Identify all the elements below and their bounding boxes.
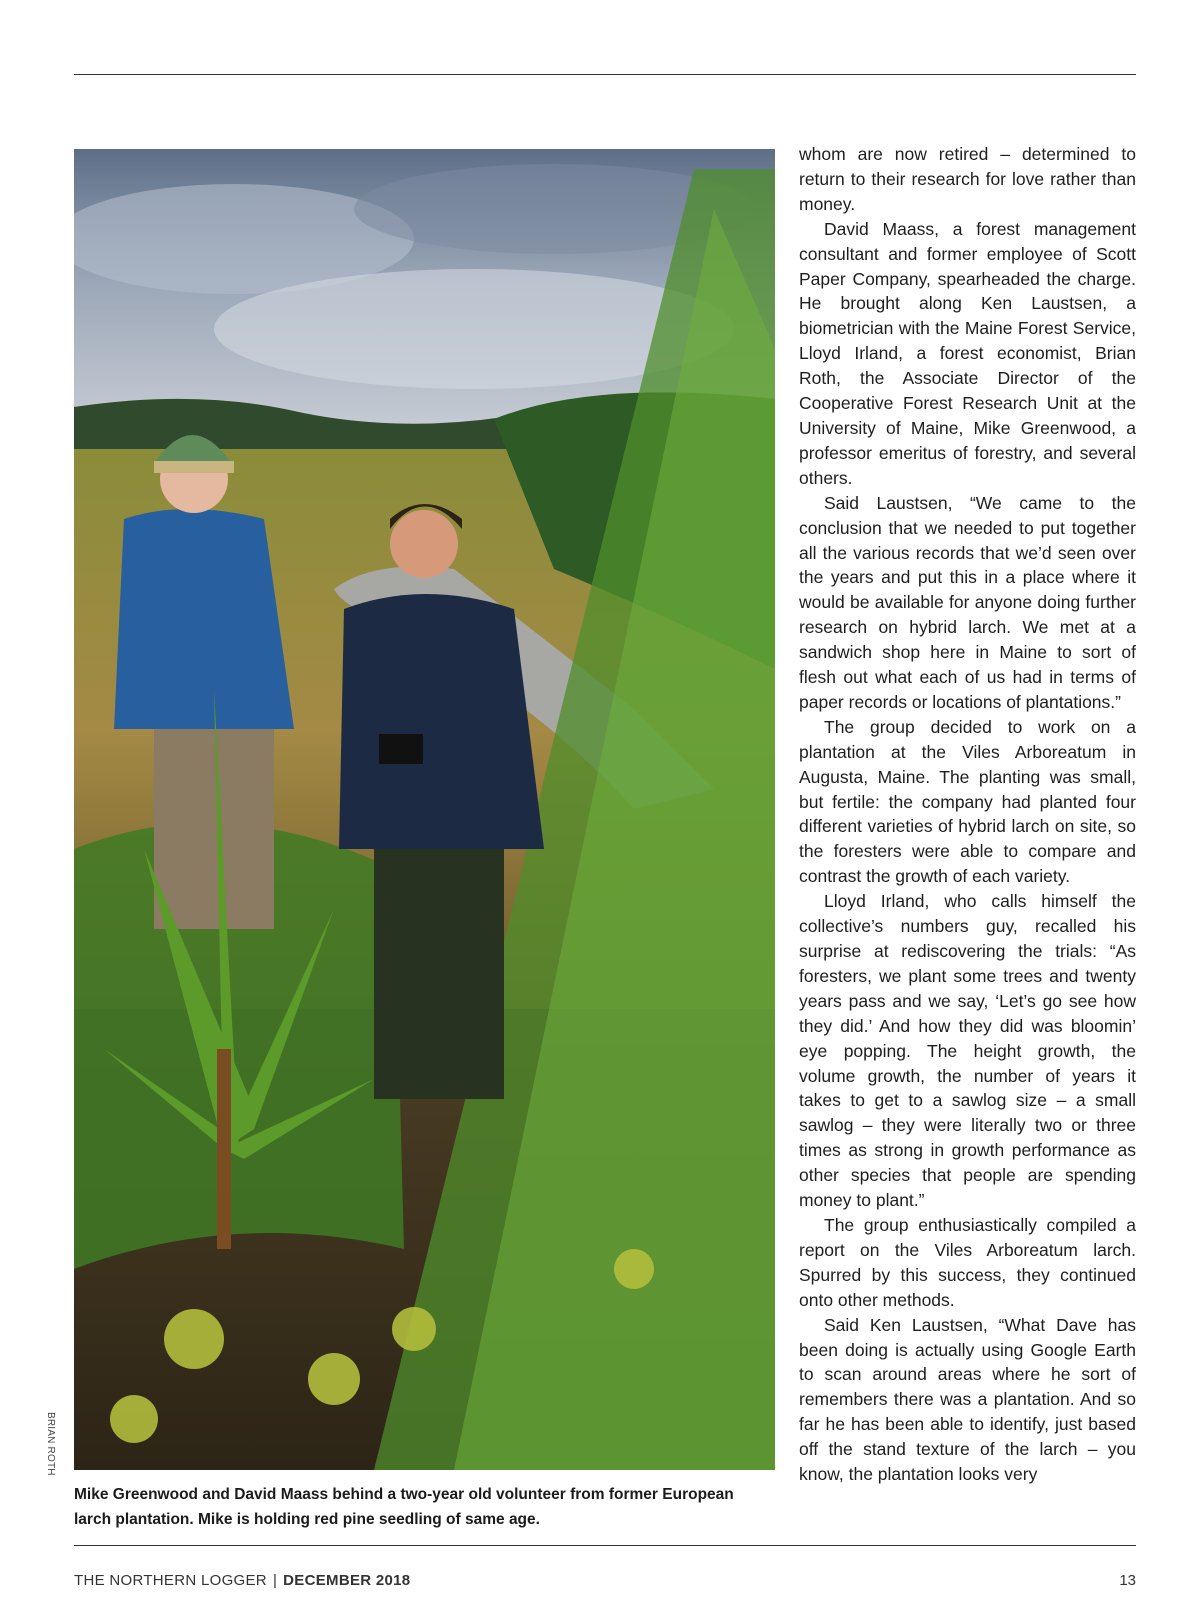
publication-name: THE NORTHERN LOGGER bbox=[74, 1572, 267, 1589]
issue-date: DECEMBER 2018 bbox=[283, 1572, 411, 1589]
article-paragraph: Lloyd Irland, who calls himself the collective’s numbers guy, recalled his surprise at rediscovering the trials: “As foresters, we plant some trees and twenty years pass and we say, ‘Let’s go see how they did.’ And how they did was bloomin’ eye popping. The height growth, the volume growth, the number of years it takes to get to a sawlog size – a small sawlog – they were literally two or three times as strong in growth performance as other species that people are spending money to plant.” bbox=[799, 891, 1136, 1211]
page-footer bbox=[74, 1572, 1136, 1594]
forest-photo-illustration bbox=[74, 149, 775, 1470]
footer-separator: | bbox=[272, 1572, 278, 1589]
article-paragraph: whom are now retired – determined to return to their research for love rather than money. bbox=[799, 144, 1136, 214]
article-paragraph: Said Laustsen, “We came to the conclusion that we needed to put together all the various records that we’d seen over the years and put this in a place where it would be available for anyone doing further research on hybrid larch. We met at a sandwich shop here in Maine to sort of flesh out what each of us had in terms of paper records or locations of plantations.” bbox=[799, 492, 1136, 712]
article-paragraph: David Maass, a forest management consultant and former employee of Scott Paper Company, spearheaded the charge. He brought along Ken Laustsen, a biometrician with the Maine Forest Service, Lloyd Irland, a forest economist, Brian Roth, the Associate Director of the Cooperative Forest Research Unit at the University of Maine, Mike Greenwood, a professor emeritus of forestry, and several others. bbox=[799, 218, 1136, 488]
footer-publication bbox=[74, 1572, 410, 1589]
page-number: 13 bbox=[1119, 1572, 1136, 1589]
bottom-rule bbox=[74, 1545, 1136, 1546]
photo-caption: Mike Greenwood and David Maass behind a two-year old volunteer from former European larch plantation. Mike is holding red pine seedling of same age. bbox=[74, 1486, 734, 1528]
top-rule bbox=[74, 74, 1136, 75]
photo-credit: BRIAN ROTH bbox=[45, 1412, 56, 1476]
article-paragraph: Said Ken Laustsen, “What Dave has been doing is actually using Google Earth to scan around areas where he sort of remembers there was a plantation. And so far he has been able to identify, just based off the stand texture of the larch – you know, the plantation looks very bbox=[799, 1314, 1136, 1485]
article-paragraph: The group enthusiastically compiled a report on the Viles Arboreatum larch. Spurred by this success, they continued onto other methods. bbox=[799, 1214, 1136, 1310]
article-photo bbox=[74, 149, 775, 1470]
article-column bbox=[799, 142, 1136, 1487]
article-paragraph: The group decided to work on a plantation at the Viles Arboreatum in Augusta, Maine. The planting was small, but fertile: the company had planted four different varieties of hybrid larch on site, so the foresters were able to compare and contrast the growth of each variety. bbox=[799, 716, 1136, 887]
